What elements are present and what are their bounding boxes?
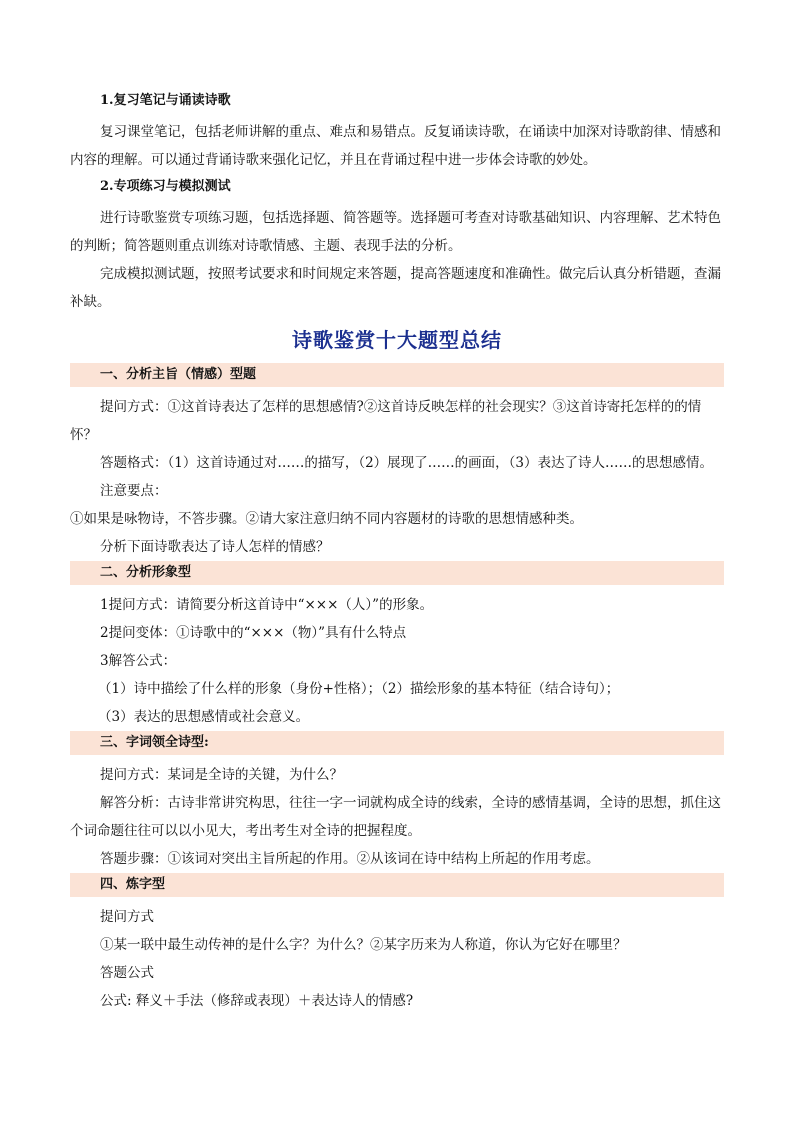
- section-1-line: 注意要点：: [100, 483, 168, 499]
- review-paragraph-2: 进行诗歌鉴赏专项练习题，包括选择题、简答题等。选择题可考查对诗歌基础知识、内容理解、艺术特色的判断；简答题则重点训练对诗歌情感、主题、表现手法的分析。: [70, 210, 721, 254]
- section-4-line: 公式: 释义＋手法（修辞或表现）＋表达诗人的情感?: [100, 993, 414, 1009]
- section-heading-2: 二、分析形象型: [70, 561, 724, 585]
- section-1-line: 提问方式：①这首诗表达了怎样的思想感情?②这首诗反映怎样的社会现实？③这首诗寄托怎样的的情怀？: [70, 399, 702, 443]
- section-4-line: ①某一联中最生动传神的是什么字？为什么？②某字历来为人称道，你认为它好在哪里？: [100, 937, 627, 953]
- section-heading-4: 四、炼字型: [70, 873, 724, 897]
- section-heading-3: 三、字词领全诗型:: [70, 731, 724, 755]
- main-title: 诗歌鉴赏十大题型总结: [292, 328, 502, 352]
- section-2-line: 2提问变体：①诗歌中的“×××（物）”具有什么特点: [100, 625, 407, 641]
- section-3-line: 解答分析：古诗非常讲究构思，往往一字一词就构成全诗的线索，全诗的感情基调，全诗的思想，抓住这个词命题往往可以以小见大，考出考生对全诗的把握程度。: [70, 795, 721, 839]
- review-heading-2: 2.专项练习与模拟测试: [100, 179, 231, 194]
- document-page: [70, 92, 724, 1015]
- section-4-line: 提问方式: [100, 909, 154, 925]
- section-4-line: 答题公式: [100, 965, 154, 981]
- section-2-line: （1）诗中描绘了什么样的形象（身份+性格）；（2）描绘形象的基本特征（结合诗句）；: [98, 681, 620, 697]
- review-heading-1: 1.复习笔记与诵读诗歌: [100, 93, 231, 108]
- section-2-line: 3解答公式：: [100, 653, 177, 669]
- review-paragraph-3: 完成模拟测试题，按照考试要求和时间规定来答题，提高答题速度和准确性。做完后认真分析错题，查漏补缺。: [70, 266, 721, 310]
- section-1-line: ①如果是咏物诗，不答步骤。②请大家注意归纳不同内容题材的诗歌的思想情感种类。: [70, 511, 583, 527]
- section-1-line: 答题格式：（1）这首诗通过对……的描写，（2）展现了……的画面，（3）表达了诗人……的思想感情。: [100, 455, 714, 471]
- section-2-line: （3）表达的思想感情或社会意义。: [98, 709, 310, 725]
- section-heading-1: 一、分析主旨（情感）型题: [70, 363, 724, 387]
- review-paragraph-1: 复习课堂笔记，包括老师讲解的重点、难点和易错点。反复诵读诗歌，在诵读中加深对诗歌韵律、情感和内容的理解。可以通过背诵诗歌来强化记忆，并且在背诵过程中进一步体会诗歌的妙处。: [70, 124, 721, 168]
- section-3-line: 答题步骤：①该词对突出主旨所起的作用。②从该词在诗中结构上所起的作用考虑。: [100, 851, 600, 867]
- section-3-line: 提问方式：某词是全诗的关键，为什么？: [100, 767, 343, 783]
- section-1-line: 分析下面诗歌表达了诗人怎样的情感？: [100, 539, 330, 555]
- section-2-line: 1提问方式：请简要分析这首诗中“×××（人）”的形象。: [100, 597, 434, 613]
